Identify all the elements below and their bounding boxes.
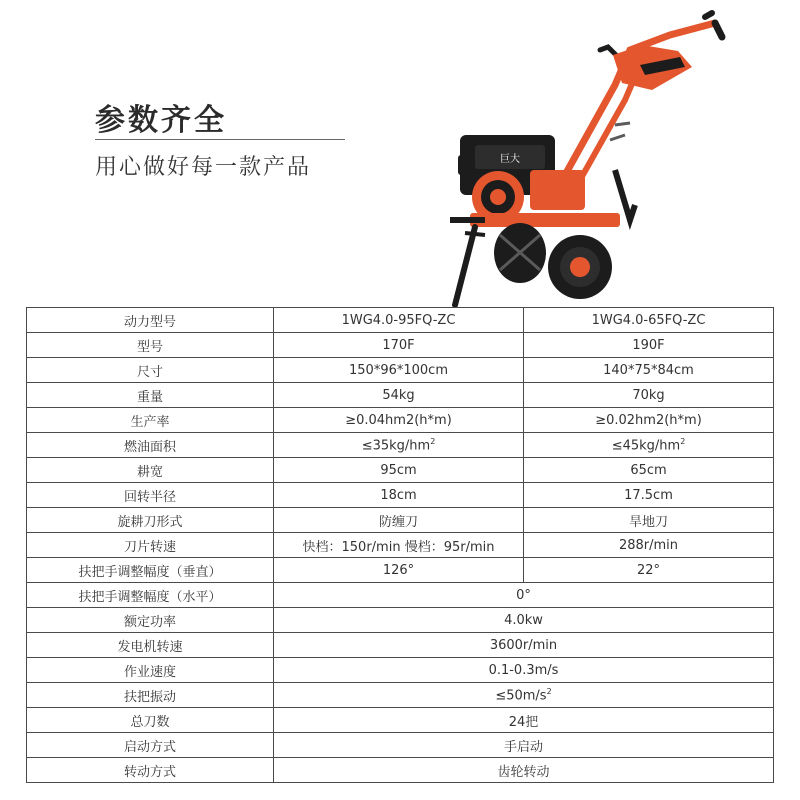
spec-value-b-cell: 288r/min [524, 533, 774, 558]
spec-label-cell: 重量 [27, 383, 274, 408]
table-row [27, 358, 774, 383]
spec-value-a-cell: 95cm [274, 458, 524, 483]
spec-value-b-cell: 17.5cm [524, 483, 774, 508]
spec-value-a-cell: 1WG4.0-95FQ-ZC [274, 308, 524, 333]
spec-label-cell: 发电机转速 [27, 633, 274, 658]
headline: 参数齐全 [95, 103, 227, 138]
table-row [27, 558, 774, 583]
spec-value-shared-cell: 3600r/min [274, 633, 774, 658]
spec-label-cell: 型号 [27, 333, 274, 358]
spec-value-a-cell: 170F [274, 333, 524, 358]
divider [95, 139, 345, 140]
table-row [27, 758, 774, 783]
spec-value-b-cell: 65cm [524, 458, 774, 483]
spec-value-shared-cell: 4.0kw [274, 608, 774, 633]
spec-value-b-cell: 22° [524, 558, 774, 583]
spec-value-shared-cell: 24把 [274, 708, 774, 733]
table-row [27, 658, 774, 683]
table-row [27, 483, 774, 508]
spec-value-a-cell: $\le 35kg/hm^2$ [274, 433, 524, 458]
spec-value-a-cell: 54kg [274, 383, 524, 408]
spec-table [26, 307, 774, 783]
spec-label-cell: 扶把手调整幅度（水平） [27, 583, 274, 608]
spec-label-cell: 燃油面积 [27, 433, 274, 458]
table-row [27, 583, 774, 608]
spec-label-cell: 生产率 [27, 408, 274, 433]
table-row [27, 633, 774, 658]
spec-label-cell: 转动方式 [27, 758, 274, 783]
spec-value-a-cell: 150*96*100cm [274, 358, 524, 383]
spec-label-cell: 动力型号 [27, 308, 274, 333]
table-row [27, 683, 774, 708]
table-row [27, 508, 774, 533]
rotary-tiller-image [430, 5, 730, 310]
spec-value-shared-cell: $\le 50m/s^2$ [274, 683, 774, 708]
engine-logo-text: 巨大 [500, 154, 520, 165]
spec-value-b-cell: 70kg [524, 383, 774, 408]
table-row [27, 308, 774, 333]
table-row [27, 383, 774, 408]
spec-value-b-cell: 140*75*84cm [524, 358, 774, 383]
spec-value-shared-cell: 手启动 [274, 733, 774, 758]
spec-value-b-cell: $\le 45kg/hm^2$ [524, 433, 774, 458]
spec-label-cell: 扶把手调整幅度（垂直） [27, 558, 274, 583]
table-row [27, 608, 774, 633]
spec-label-cell: 耕宽 [27, 458, 274, 483]
spec-label-cell: 总刀数 [27, 708, 274, 733]
spec-value-shared-cell: 齿轮转动 [274, 758, 774, 783]
spec-label-cell: 刀片转速 [27, 533, 274, 558]
spec-label-cell: 启动方式 [27, 733, 274, 758]
spec-value-b-cell: 190F [524, 333, 774, 358]
spec-label-cell: 作业速度 [27, 658, 274, 683]
table-row [27, 333, 774, 358]
table-row [27, 408, 774, 433]
spec-label-cell: 扶把振动 [27, 683, 274, 708]
table-row [27, 433, 774, 458]
table-row [27, 533, 774, 558]
spec-value-shared-cell: 0.1-0.3m/s [274, 658, 774, 683]
spec-value-b-cell: 旱地刀 [524, 508, 774, 533]
spec-value-shared-cell: 0° [274, 583, 774, 608]
spec-label-cell: 回转半径 [27, 483, 274, 508]
spec-label-cell: 旋耕刀形式 [27, 508, 274, 533]
spec-value-b-cell: ≥0.02hm2(h*m) [524, 408, 774, 433]
table-row [27, 708, 774, 733]
table-row [27, 458, 774, 483]
tagline: 用心做好每一款产品 [95, 155, 312, 180]
spec-value-b-cell: 1WG4.0-65FQ-ZC [524, 308, 774, 333]
spec-value-a-cell: 防缠刀 [274, 508, 524, 533]
spec-value-a-cell: 18cm [274, 483, 524, 508]
spec-value-a-cell: 快档：150r/min 慢档：95r/min [274, 533, 524, 558]
spec-value-a-cell: 126° [274, 558, 524, 583]
table-row [27, 733, 774, 758]
spec-label-cell: 额定功率 [27, 608, 274, 633]
spec-value-a-cell: ≥0.04hm2(h*m) [274, 408, 524, 433]
spec-label-cell: 尺寸 [27, 358, 274, 383]
